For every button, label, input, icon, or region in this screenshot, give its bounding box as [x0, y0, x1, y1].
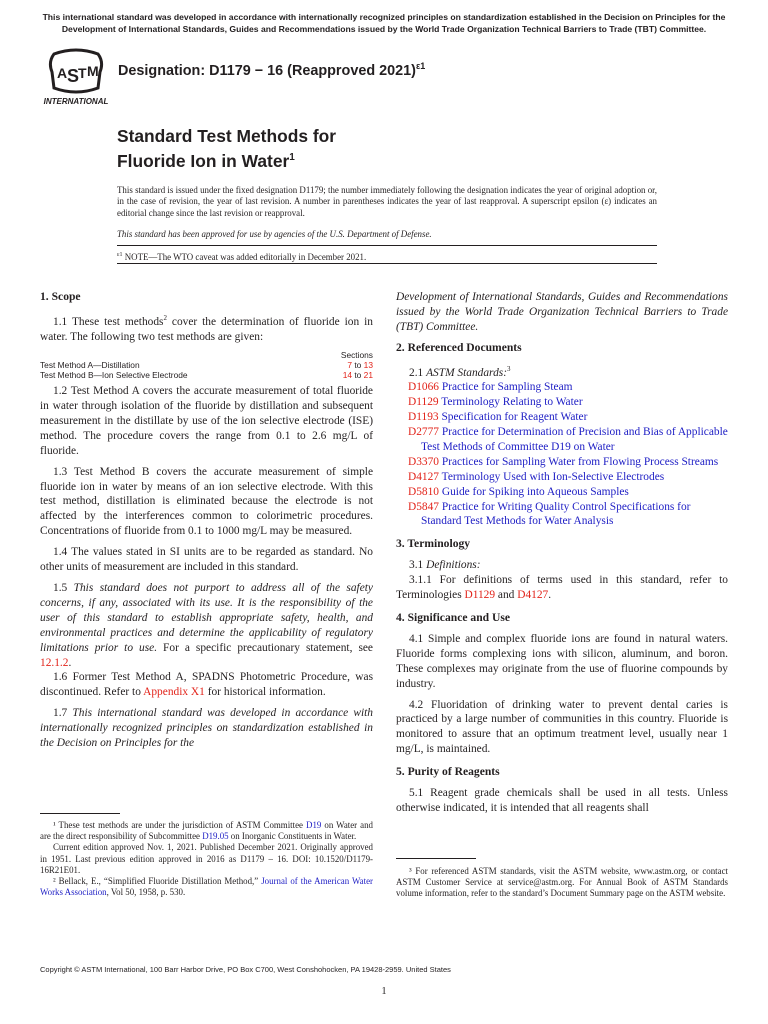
- footnote-3: ³ For referenced ASTM standards, visit the ASTM website, www.astm.org, or contact ASTM Customer Service at service@astm.org. For Annual Book of ASTM Standards volume information, refer to the standard’s Document Summary page on the ASTM website.: [396, 866, 728, 899]
- para-1-2: 1.2 Test Method A covers the accurate measurement of total fluoride in water through isolation of the fluoride by distillation and subsequent measurement in the distillate by use of the ion selective electrode (ISE) method. The procedure covers the range from 0.1 to 2.6 mg/L of fluoride.: [40, 385, 373, 457]
- wto-top-note: This international standard was developed in accordance with internationally recognized principles on standardization established in the Decision on Principles for the Development of International Standards, Guides and Recommendations issued by the World Trade Organization Technical Barriers to Trade (TBT) Committee.: [42, 12, 726, 34]
- left-column: [40, 290, 373, 757]
- footnote-1-edition: Current edition approved Nov. 1, 2021. Published December 2021. Originally approved in 1951. Last previous edition approved in 2016 as D1179 – 16. DOI: 10.1520/D1179-16R21E01.: [40, 842, 373, 875]
- link-journal[interactable]: Journal of the American Water Works Association: [40, 876, 373, 898]
- para-3-1: 3.1 Definitions:: [409, 559, 481, 572]
- list-item[interactable]: D1193 Specification for Reagent Water: [408, 411, 588, 424]
- para-1-7-continued: Development of International Standards, Guides and Recommendations issued by the World Trade Organization Technical Barriers to Trade (TBT) Committee.: [396, 291, 728, 333]
- list-item[interactable]: D4127 Terminology Used with Ion-Selective Electrodes: [408, 470, 665, 483]
- list-item[interactable]: D3370 Practices for Sampling Water from Flowing Process Streams: [408, 455, 719, 468]
- page-number: 1: [381, 986, 387, 997]
- issuance-note: This standard is issued under the fixed designation D1179; the number immediately following the designation indicates the year of original adoption or, in the case of revision, the year of last revision. A number in parentheses indicates the year of last reapproval. A superscript epsilon (ε) indicates an editorial change since the last revision or reapproval.: [117, 185, 657, 218]
- para-2-1: 2.1 ASTM Standards:$^3$: [409, 364, 511, 379]
- link-d1129[interactable]: D1129: [464, 589, 496, 602]
- designation: Designation: D1179 − 16 (Reapproved 2021)$^{\varepsilon 1}$: [118, 61, 426, 79]
- copyright-footer: Copyright © ASTM International, 100 Barr Harbor Drive, PO Box C700, West Conshohocken, PA 19428-2959. United States: [40, 965, 451, 974]
- para-1-6: 1.6 Former Test Method A, SPADNS Photometric Procedure, was discontinued. Refer to Appendix X1 for historical information.: [40, 671, 373, 699]
- para-1-4: 1.4 The values stated in SI units are to be regarded as standard. No other units of measurement are included in this standard.: [40, 546, 373, 574]
- section-link[interactable]: 7: [347, 359, 353, 370]
- section-link[interactable]: 21: [363, 369, 373, 380]
- table-row: Test Method B—Ion Selective Electrode 14 to 21: [40, 369, 373, 380]
- list-item[interactable]: D5810 Guide for Spiking into Aqueous Samples: [408, 485, 629, 498]
- para-3-1-1: 3.1.1 For definitions of terms used in this standard, refer to Terminologies D1129 and D4127.: [396, 574, 728, 602]
- svg-text:INTERNATIONAL: INTERNATIONAL: [43, 97, 109, 106]
- section-heading-terminology: 3. Terminology: [396, 537, 471, 551]
- svg-text:M: M: [87, 63, 99, 79]
- section-heading-referenced-documents: 2. Referenced Documents: [396, 340, 522, 354]
- svg-text:T: T: [78, 65, 87, 81]
- dod-approval-note: This standard has been approved for use by agencies of the U.S. Department of Defense.: [117, 229, 432, 239]
- para-1-3: 1.3 Test Method B covers the accurate measurement of simple fluoride ion in water by means of an ion selective electrode. With this test method, distillation is eliminated because the electrode is not affected by the interferences common to colorimetric procedures. Concentrations of fluoride from 0.1 to 1000 mg/L may be measured.: [40, 465, 373, 538]
- section-heading-purity: 5. Purity of Reagents: [396, 765, 500, 779]
- para-1-5: 1.5 This standard does not purport to address all of the safety concerns, if any, associated with its use. It is the responsibility of the user of this standard to establish appropriate safety, health, and environmental practices and determine the applicability of regulatory limitations prior to use. For a specific precautionary statement, see 12.1.2.: [40, 582, 373, 669]
- divider: [117, 245, 657, 246]
- epsilon-note: $^{\varepsilon 1}$ NOTE—The WTO caveat was added editorially in December 2021.: [117, 251, 367, 262]
- divider: [117, 263, 657, 264]
- link-d19-05[interactable]: D19.05: [202, 831, 229, 842]
- right-column: [396, 290, 728, 822]
- list-item[interactable]: D1066 Practice for Sampling Steam: [408, 381, 573, 394]
- link-12-1-2[interactable]: 12.1.2: [40, 656, 69, 669]
- svg-text:S: S: [67, 66, 80, 86]
- table-row: Test Method A—Distillation 7 to 13: [40, 359, 373, 370]
- sections-table: [40, 350, 373, 381]
- footnotes-right: [396, 866, 728, 900]
- link-d4127[interactable]: D4127: [517, 589, 549, 602]
- footnote-divider: [396, 858, 476, 859]
- para-4-2: 4.2 Fluoridation of drinking water to prevent dental caries is practiced by a large number of communities in this country. Fluoride is monitored to assure that an optimum treatment level, usually near 1 mg/L, is maintained.: [396, 698, 728, 756]
- para-4-1: 4.1 Simple and complex fluoride ions are found in natural waters. Fluoride forms complexing ions with silicon, aluminum, and boron. These complexes may originate from the use of fluorine compounds by industry.: [396, 632, 728, 690]
- footnote-2: ² Bellack, E., “Simplified Fluoride Distillation Method,” Journal of the American Water Works Association, Vol 50, 1958, p. 530.: [40, 876, 373, 898]
- section-link[interactable]: 13: [363, 359, 373, 370]
- section-heading-significance: 4. Significance and Use: [396, 611, 511, 625]
- svg-text:A: A: [57, 65, 68, 81]
- para-1-7: 1.7 This international standard was developed in accordance with internationally recognized principles on standardization established in the Decision on Principles for the: [40, 707, 373, 750]
- footnotes-left: [40, 820, 373, 898]
- para-5-1: 5.1 Reagent grade chemicals shall be used in all tests. Unless otherwise indicated, it is intended that all reagents shall: [396, 787, 728, 814]
- link-d19[interactable]: D19: [306, 820, 322, 830]
- section-link[interactable]: 14: [342, 369, 353, 380]
- para-1-1: 1.1 These test methods$^2$ cover the determination of fluoride ion in water. The following two test methods are given:: [40, 313, 373, 343]
- list-item[interactable]: D1129 Terminology Relating to Water: [408, 396, 583, 409]
- link-appendix-x1[interactable]: Appendix X1: [143, 686, 205, 699]
- list-item[interactable]: D2777 Practice for Determination of Precision and Bias of Applicable Test Methods of Committee D19 on Water: [408, 426, 728, 453]
- list-item[interactable]: D5847 Practice for Writing Quality Control Specifications for Standard Test Methods for Water Analysis: [408, 500, 691, 528]
- astm-standards-list: [396, 380, 728, 529]
- footnote-1: ¹ These test methods are under the jurisdiction of ASTM Committee D19 on Water and are the direct responsibility of Subcommittee D19.05 on Inorganic Constituents in Water.: [40, 820, 373, 842]
- section-heading-scope: 1. Scope: [40, 290, 81, 303]
- document-title: Standard Test Methods for Fluoride Ion in Water$^1$: [117, 126, 337, 171]
- footnote-divider: [40, 813, 120, 814]
- astm-logo: [40, 48, 112, 106]
- sections-header: Sections: [340, 349, 373, 360]
